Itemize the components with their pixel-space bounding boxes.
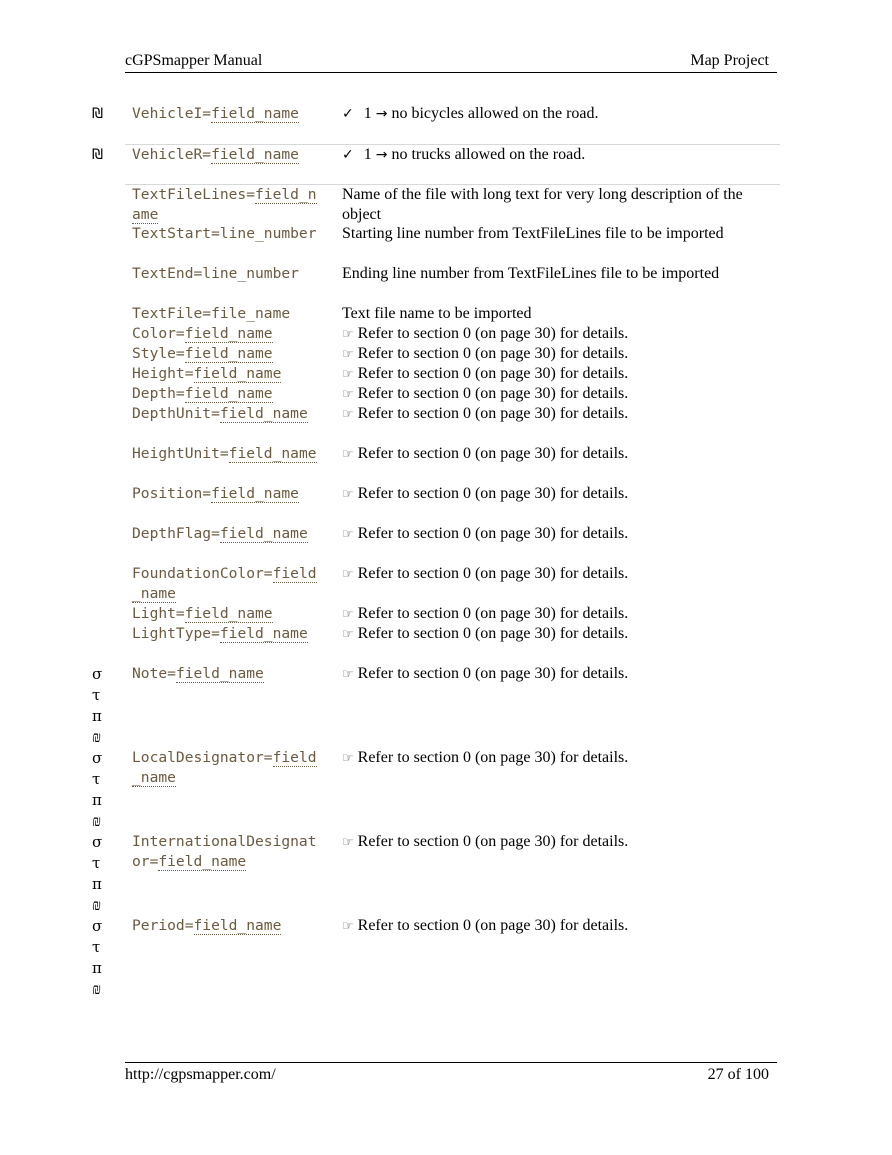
parameter-name: Note= [132,665,176,682]
parameter-description [342,185,778,225]
margin-glyph: τ [92,938,101,956]
margin-glyph: ₪ [92,728,102,746]
description-text: no trucks allowed on the road. [387,146,586,163]
parameter-value-placeholder: field_name [211,485,299,502]
parameter-key [132,324,324,344]
parameter-name: DepthUnit= [132,405,220,422]
parameter-description [342,484,778,505]
description-text: Refer to section 0 (on page 30) for details. [357,565,629,582]
parameter-description [342,304,778,324]
description-text: Ending line number from TextFileLines file to be imported [342,265,720,282]
parameter-name: TextStart=line_number [132,225,317,242]
pointing-hand-icon: ☞ [342,627,354,642]
parameter-description [342,384,778,405]
parameter-description [342,664,778,685]
description-text: Refer to section 0 (on page 30) for details. [357,345,629,362]
parameter-key [132,185,324,225]
parameter-description [342,104,778,124]
parameter-description [342,524,778,545]
parameter-name: InternationalDesignator= [132,833,317,870]
parameter-key [132,444,324,464]
parameter-name: Position= [132,485,212,502]
parameter-key [132,384,324,404]
pointing-hand-icon: ☞ [342,567,354,582]
parameter-name: LightType= [132,625,220,642]
parameter-key [132,145,324,165]
parameter-value-placeholder: field_name [193,365,282,382]
pointing-hand-icon: ☞ [342,347,354,362]
header-section: Map Project [690,52,769,69]
parameter-value-placeholder: field_name [211,105,299,122]
parameter-name: VehicleR= [132,146,212,163]
parameter-value-placeholder: field_name [219,625,308,642]
pointing-hand-icon: ☞ [342,919,354,934]
pointing-hand-icon: ☞ [342,367,354,382]
description-text: Refer to section 0 (on page 30) for details. [357,833,629,850]
parameter-key [132,344,324,364]
parameter-description [342,364,778,385]
value-text: 1 [363,105,376,122]
parameter-description [342,224,778,244]
parameter-key [132,304,324,324]
parameter-name: Color= [132,325,185,342]
table-row [125,184,780,223]
parameter-value-placeholder: field_name [132,749,317,786]
description-text: Refer to section 0 (on page 30) for details. [357,917,629,934]
parameter-value-placeholder: field_name [132,565,317,602]
parameter-description [342,916,778,937]
parameter-key [132,832,324,872]
check-icon: ✓ [342,106,354,122]
parameter-name: TextFile=file_name [132,305,291,322]
pointing-hand-icon: ☞ [342,751,354,766]
parameter-name: Depth= [132,385,185,402]
parameter-key [132,364,324,384]
margin-glyph: ₪ [92,896,102,914]
parameter-key [132,264,324,284]
parameter-value-placeholder: field_name [193,917,282,934]
parameter-value-placeholder: field_name [219,525,308,542]
description-text: Refer to section 0 (on page 30) for details. [357,525,629,542]
margin-glyph: τ [92,770,101,788]
parameter-description [342,604,778,625]
parameter-key [132,484,324,504]
description-text: Refer to section 0 (on page 30) for details. [357,605,629,622]
parameter-description [342,344,778,365]
description-text: Refer to section 0 (on page 30) for details. [357,625,629,642]
parameter-description [342,832,778,853]
margin-glyph: π [92,707,102,725]
parameter-description [342,444,778,465]
parameter-name: TextFileLines= [132,186,256,203]
parameter-value-placeholder: field_name [175,665,264,682]
parameter-name: LocalDesignator= [132,749,273,766]
description-text: no bicycles allowed on the road. [387,105,599,122]
margin-glyph: σ [92,833,103,851]
parameter-value-placeholder: field_name [132,186,317,223]
margin-glyph: σ [92,749,103,767]
parameter-name: HeightUnit= [132,445,229,462]
description-text: Refer to section 0 (on page 30) for details. [357,385,629,402]
page-number: 27 of 100 [707,1066,769,1083]
parameter-description [342,748,778,769]
parameter-name: Height= [132,365,194,382]
pointing-hand-icon: ☞ [342,327,354,342]
description-text: Starting line number from TextFileLines file to be imported [342,225,724,242]
row-marker: ₪ [92,106,103,122]
parameter-description [342,324,778,345]
parameter-key [132,748,324,788]
parameter-description [342,264,778,284]
parameter-value-placeholder: field_name [184,345,273,362]
parameter-key [132,624,324,644]
table-row [92,144,780,163]
page-header [125,52,777,73]
parameter-value-placeholder: field_name [228,445,317,462]
parameter-name: FoundationColor= [132,565,273,582]
footer-url: http://cgpsmapper.com/ [125,1066,276,1083]
parameter-key [132,104,324,124]
value-text: 1 [363,146,376,163]
header-title: cGPSmapper Manual [125,52,263,69]
description-text: Refer to section 0 (on page 30) for details. [357,325,629,342]
parameter-value-placeholder: field_name [211,146,299,163]
description-text: Refer to section 0 (on page 30) for details. [357,405,629,422]
parameter-description [342,145,778,165]
margin-glyph: τ [92,854,101,872]
parameter-key [132,524,324,544]
margin-glyph: ₪ [92,812,102,830]
pointing-hand-icon: ☞ [342,387,354,402]
parameter-value-placeholder: field_name [158,853,247,870]
parameter-name: TextEnd=line_number [132,265,299,282]
page-footer [125,1062,777,1085]
pointing-hand-icon: ☞ [342,607,354,622]
row-marker: ₪ [92,147,103,163]
parameter-value-placeholder: field_name [184,325,273,342]
arrow-right-icon: → [375,106,388,122]
parameter-value-placeholder: field_name [184,385,273,402]
parameter-key [132,224,324,244]
pointing-hand-icon: ☞ [342,487,354,502]
description-text: Refer to section 0 (on page 30) for details. [357,445,629,462]
description-text: Name of the file with long text for very long description of the object [342,186,743,223]
parameter-key [132,916,324,936]
parameter-name: VehicleI= [132,105,212,122]
margin-glyph: τ [92,686,101,704]
parameter-key [132,564,324,604]
parameter-key [132,664,324,684]
parameter-value-placeholder: field_name [219,405,308,422]
parameter-description [342,404,778,425]
description-text: Refer to section 0 (on page 30) for details. [357,485,629,502]
parameter-name: DepthFlag= [132,525,220,542]
parameter-name: Period= [132,917,194,934]
arrow-right-icon: → [375,147,388,163]
margin-glyph: π [92,875,102,893]
margin-glyph: π [92,959,102,977]
parameter-description [342,564,778,585]
description-text: Refer to section 0 (on page 30) for details. [357,749,629,766]
margin-glyph: σ [92,665,103,683]
description-text: Text file name to be imported [342,305,532,322]
description-text: Refer to section 0 (on page 30) for details. [357,365,629,382]
description-text: Refer to section 0 (on page 30) for details. [357,665,629,682]
margin-glyph: ₪ [92,980,102,998]
pointing-hand-icon: ☞ [342,447,354,462]
margin-glyph: σ [92,917,103,935]
pointing-hand-icon: ☞ [342,667,354,682]
pointing-hand-icon: ☞ [342,407,354,422]
margin-glyph: π [92,791,102,809]
parameter-name: Light= [132,605,185,622]
parameter-value-placeholder: field_name [184,605,273,622]
pointing-hand-icon: ☞ [342,835,354,850]
parameter-key [132,404,324,424]
parameter-description [342,624,778,645]
parameter-name: Style= [132,345,185,362]
check-icon: ✓ [342,147,354,163]
pointing-hand-icon: ☞ [342,527,354,542]
parameter-key [132,604,324,624]
